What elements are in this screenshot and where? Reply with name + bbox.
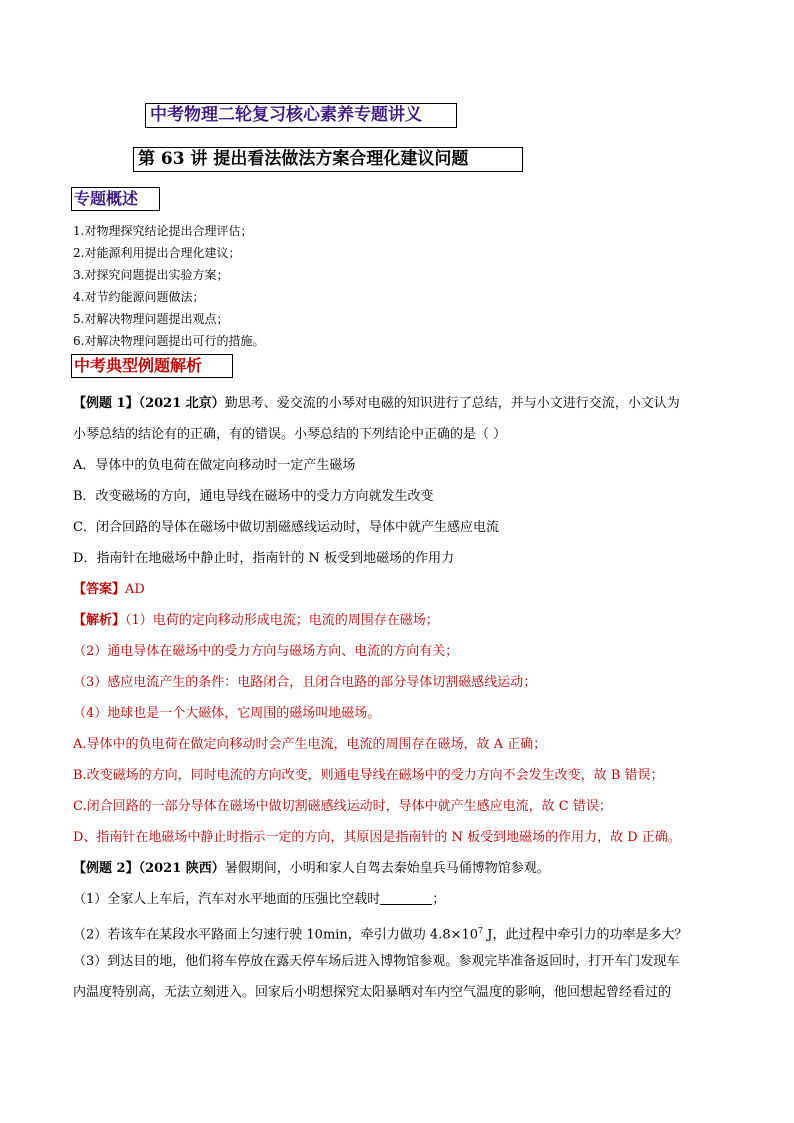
- answer-tag: 【答案】: [73, 582, 126, 597]
- example1-option-b: B．改变磁场的方向，通电导线在磁场中的受力方向就发生改变: [73, 489, 434, 504]
- example2-q2: [73, 915, 733, 946]
- example2-source: （2021 陕西）: [138, 861, 225, 876]
- example1-stem-line2: 小琴总结的结论有的正确，有的错误。小琴总结的下列结论中正确的是（ ）: [73, 427, 507, 442]
- overview-item: 4.对节约能源问题做法；: [73, 290, 205, 304]
- example2-q3-line1: （3）到达目的地，他们将车停放在露天停车场后进入博物馆参观。参观完毕准备返回时，打开车门发现车: [73, 954, 680, 969]
- series-title: 中考物理二轮复习核心素养专题讲义: [145, 103, 457, 128]
- q1-end: ；: [432, 892, 446, 907]
- example1-stem-line1: 勤思考、爱交流的小琴对电磁的知识进行了总结，并与小文进行交流，小文认为: [224, 396, 680, 411]
- analysis-option: A.导体中的负电荷在做定向移动时会产生电流，电流的周围存在磁场，故 A 正确；: [73, 737, 547, 752]
- overview-item: 6.对解决物理问题提出可行的措施。: [73, 334, 265, 348]
- example1-answer: [73, 574, 733, 605]
- example1-option-a: A．导体中的负电荷在做定向移动时一定产生磁场: [73, 458, 356, 473]
- analysis-option: C.闭合回路的一部分导体在磁场中做切割磁感线运动时，导体中就产生感应电流，故 C 错误；: [73, 799, 612, 814]
- overview-item: 2.对能源利用提出合理化建议；: [73, 246, 241, 260]
- answer-blank: [380, 890, 432, 905]
- lecture-title: 第 63 讲 提出看法做法方案合理化建议问题: [133, 147, 523, 172]
- q2-text-end: J，此过程中牵引力的功率是多大？: [483, 927, 688, 943]
- examples-body: [73, 388, 733, 1008]
- example2-q1: [73, 884, 733, 915]
- example1-source: （2021 北京）: [138, 396, 225, 411]
- example2-stem: [73, 853, 733, 884]
- analysis-option: B.改变磁场的方向，同时电流的方向改变，则通电导线在磁场中的受力方向不会发生改变，故 B 错误；: [73, 768, 664, 783]
- analysis-point: （2）通电导体在磁场中的受力方向与磁场方向、电流的方向有关；: [73, 644, 459, 659]
- example1-analysis: [73, 605, 733, 636]
- analysis-point: （1）电荷的定向移动形成电流；电流的周围存在磁场；: [125, 613, 439, 628]
- q1-text: （1）全家人上车后，汽车对水平地面的压强比空载时: [73, 892, 381, 907]
- examples-heading: 中考典型例题解析: [71, 354, 233, 378]
- analysis-point: （3）感应电流产生的条件：电路闭合，且闭合电路的部分导体切割磁感线运动；: [73, 675, 537, 690]
- example1-tag: 【例题 1】: [73, 396, 139, 411]
- overview-item: 3.对探究问题提出实验方案；: [73, 268, 229, 282]
- answer-value: AD: [125, 582, 145, 597]
- analysis-tag: 【解析】: [73, 613, 126, 628]
- overview-item: 5.对解决物理问题提出观点；: [73, 312, 229, 326]
- overview-list: [73, 220, 264, 352]
- example2-q3-line2: 内温度特别高，无法立刻进入。回家后小明想探究太阳暴晒对车内空气温度的影响，他回想起曾经看过的: [73, 985, 672, 1000]
- example1-option-d: D．指南针在地磁场中静止时，指南针的 N 板受到地磁场的作用力: [73, 551, 455, 566]
- q2-text: （2）若该车在某段水平路面上匀速行驶 10min，牵引力做功 4.8×10: [73, 927, 479, 943]
- example1-option-c: C．闭合回路的导体在磁场中做切割磁感线运动时，导体中就产生感应电流: [73, 520, 499, 535]
- example2-tag: 【例题 2】: [73, 861, 139, 876]
- example1-stem: [73, 388, 733, 419]
- example2-stem-text: 暑假期间，小明和家人自驾去秦始皇兵马俑博物馆参观。: [224, 861, 550, 876]
- overview-item: 1.对物理探究结论提出合理评估；: [73, 224, 253, 238]
- analysis-option: D、指南针在地磁场中静止时指示一定的方向，其原因是指南针的 N 板受到地磁场的作用力，故 D 正确。: [73, 830, 681, 845]
- q2-exponent: 7: [478, 926, 484, 935]
- analysis-point: （4）地球也是一个大磁体，它周围的磁场叫地磁场。: [73, 706, 381, 721]
- overview-heading: 专题概述: [71, 187, 160, 211]
